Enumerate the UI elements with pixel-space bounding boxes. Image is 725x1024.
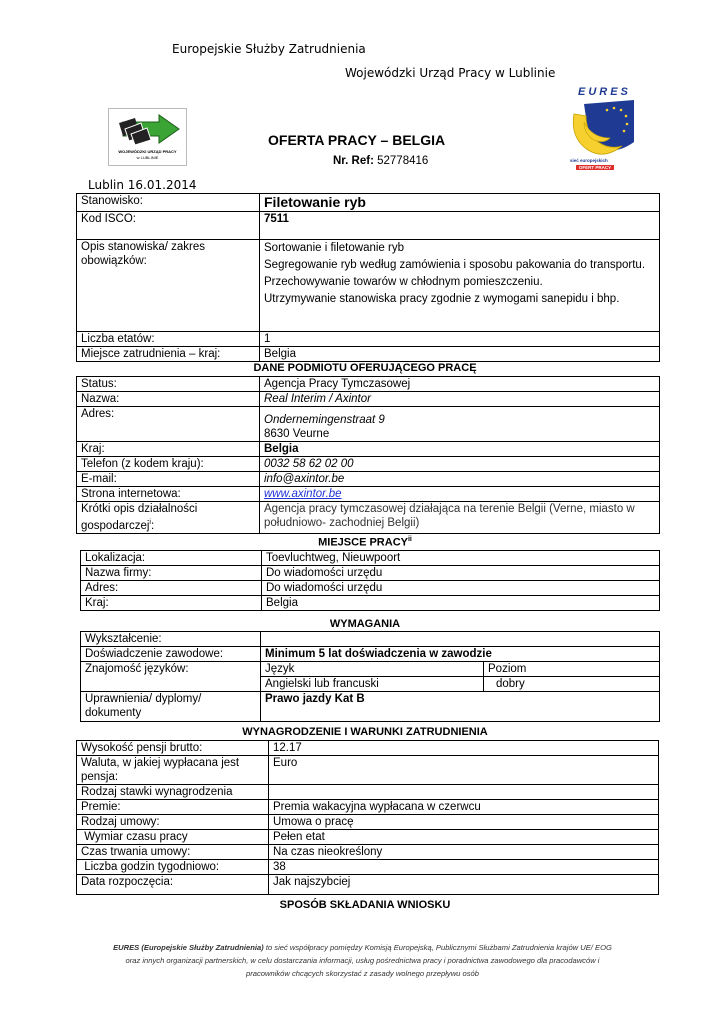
salary-label: Rodzaj stawki wynagrodzenia [77, 785, 269, 800]
status-value: Agencja Pracy Tymczasowej [260, 377, 660, 392]
salary-value: Na czas nieokreślony [269, 845, 659, 860]
nazwa-value: Real Interim / Axintor [260, 392, 660, 407]
salary-value: Euro [269, 756, 659, 785]
opis-dzialalnosci-label [77, 502, 260, 534]
uprawnienia-label: Uprawnienia/ dyplomy/ dokumenty [81, 692, 261, 722]
jezyk-value: Angielski lub francuski [261, 677, 484, 692]
doswiadczenie-label: Doświadczenie zawodowe: [81, 647, 261, 662]
application-section-title: SPOSÓB SKŁADANIA WNIOSKU [279, 899, 451, 911]
footer-line2: oraz innych organizacji partnerskich, w celu dostarczania informacji, usług pośrednictwa pracy i poradnictwa zawodowego dla pracodawców i [125, 956, 600, 965]
eures-logo [564, 86, 640, 176]
salary-label: Wymiar czasu pracy [77, 830, 269, 845]
footer-line3: pracowników chcących skorzystać z zasady wolnego przepływu osób [246, 969, 479, 978]
salary-table [76, 740, 659, 895]
wup-logo-line1: WOJEWÓDZKI URZĄD PRACY [118, 149, 177, 154]
doswiadczenie-value: Minimum 5 lat doświadczenia w zawodzie [261, 647, 660, 662]
date: Lublin 16.01.2014 [88, 178, 197, 192]
requirements-table [80, 631, 660, 722]
stanowisko-label: Stanowisko: [77, 194, 260, 212]
ref-value: 52778416 [377, 155, 429, 167]
opis-dzialalnosci-label-line2: gospodarczej [81, 519, 150, 532]
wup-arrow-icon [109, 109, 186, 151]
requirements-section-title: WYMAGANIA [329, 618, 401, 630]
salary-value: 38 [269, 860, 659, 875]
lokalizacja-label: Lokalizacja: [81, 551, 262, 566]
salary-label: Waluta, w jakiej wypłacana jest pensja: [77, 756, 269, 785]
jezyki-label: Znajomość języków: [81, 662, 261, 692]
salary-label: Liczba godzin tygodniowo: [77, 860, 269, 875]
workplace-section-label: MIEJSCE PRACY [318, 536, 408, 549]
salary-label: Premie: [77, 800, 269, 815]
www-label: Strona internetowa: [77, 487, 260, 502]
opis-label: Opis stanowiska/ zakres obowiązków: [77, 240, 260, 332]
salary-value: Pełen etat [269, 830, 659, 845]
opis-dzialalnosci-label-end: : [150, 519, 155, 532]
poziom-value: dobry [484, 677, 660, 692]
salary-label: Wysokość pensji brutto: [77, 741, 269, 756]
salary-value: Umowa o pracę [269, 815, 659, 830]
opis-line: Sortowanie i filetowanie ryb [264, 242, 404, 254]
email-label: E-mail: [77, 472, 260, 487]
salary-value: Premia wakacyjna wypłacana w czerwcu [269, 800, 659, 815]
eures-sub1: sieć europejskich [570, 158, 608, 163]
www-link[interactable]: www.axintor.be [264, 488, 342, 500]
footer-line1-rest: to sieć współpracy pomiędzy Komisją Europejską, Publicznymi Służbami Zatrudnienia krajów UE/ EOG [263, 943, 612, 952]
email-value: info@axintor.be [260, 472, 660, 487]
salary-value: 12.17 [269, 741, 659, 756]
footer-line1 [80, 942, 645, 954]
opis-line: Utrzymywanie stanowiska pracy zgodnie z wymogami sanepidu i bhp. [264, 293, 620, 305]
telefon-label: Telefon (z kodem kraju): [77, 457, 260, 472]
header-org2: Wojewódzki Urząd Pracy w Lublinie [345, 66, 556, 80]
miejsce-label: Miejsce zatrudnienia – kraj: [77, 347, 260, 362]
employer-table [76, 376, 660, 534]
job-table [76, 193, 660, 362]
wup-logo [108, 108, 187, 166]
wyksztalcenie-label: Wykształcenie: [81, 632, 261, 647]
salary-label: Rodzaj umowy: [77, 815, 269, 830]
adres-line2: 8630 Veurne [264, 428, 330, 440]
opis-line: Przechowywanie towarów w chłodnym pomieszczeniu. [264, 276, 543, 288]
workplace-adres-label: Adres: [81, 581, 262, 596]
employer-section-title: DANE PODMIOTU OFERUJĄCEGO PRACĘ [253, 362, 477, 374]
adres-line1: Ondernemingenstraat 9 [264, 414, 385, 426]
salary-section-title: WYNAGRODZENIE I WARUNKI ZATRUDNIENIA [242, 726, 488, 738]
firma-value: Do wiadomości urzędu [262, 566, 660, 581]
workplace-table [80, 550, 660, 611]
telefon-value: 0032 58 62 02 00 [260, 457, 660, 472]
salary-value [269, 785, 659, 800]
workplace-kraj-label: Kraj: [81, 596, 262, 611]
workplace-section-title [72, 536, 658, 549]
firma-label: Nazwa firmy: [81, 566, 262, 581]
salary-label: Czas trwania umowy: [77, 845, 269, 860]
etaty-label: Liczba etatów: [77, 332, 260, 347]
eures-sub2: OFERT PRACY [576, 165, 614, 170]
wup-logo-line2: w LUBLINIE [136, 155, 159, 160]
footer-bold: EURES (Europejskie Służby Zatrudnienia) [113, 943, 264, 952]
lokalizacja-value: Toevluchtweg, Nieuwpoort [262, 551, 660, 566]
stanowisko-value: Filetowanie ryb [260, 194, 660, 212]
uprawnienia-value: Prawo jazdy Kat B [261, 692, 660, 722]
opis-dzialalnosci-value: Agencja pracy tymczasowej działająca na terenie Belgii (Verne, miasto w południowo- zachodniej Belgii) [260, 502, 660, 534]
isco-label: Kod ISCO: [77, 212, 260, 240]
wyksztalcenie-value [261, 632, 660, 647]
workplace-adres-value: Do wiadomości urzędu [262, 581, 660, 596]
nazwa-label: Nazwa: [77, 392, 260, 407]
salary-label: Data rozpoczęcia: [77, 875, 269, 895]
poziom-header: Poziom [484, 662, 660, 677]
etaty-value: 1 [260, 332, 660, 347]
eures-logo-text: EURES [578, 86, 631, 98]
opis-dzialalnosci-label-line1: Krótki opis działalności [81, 503, 198, 515]
footnote-ref-ii[interactable]: ii [407, 536, 412, 543]
opis-value [260, 240, 660, 332]
opis-line: Segregowanie ryb według zamówienia i sposobu pakowania do transportu. [264, 259, 646, 271]
jezyk-header: Język [261, 662, 484, 677]
page-title: OFERTA PRACY – BELGIA [268, 132, 446, 148]
kraj-label: Kraj: [77, 442, 260, 457]
adres-value [260, 407, 660, 442]
isco-value: 7511 [260, 212, 660, 240]
miejsce-value: Belgia [260, 347, 660, 362]
status-label: Status: [77, 377, 260, 392]
workplace-kraj-value: Belgia [262, 596, 660, 611]
ref-label: Nr. Ref: [333, 155, 374, 167]
salary-value: Jak najszybciej [269, 875, 659, 895]
adres-label: Adres: [77, 407, 260, 442]
kraj-value: Belgia [260, 442, 660, 457]
header-org1: Europejskie Służby Zatrudnienia [172, 42, 366, 56]
footnote-ref-i[interactable]: i [149, 519, 151, 526]
